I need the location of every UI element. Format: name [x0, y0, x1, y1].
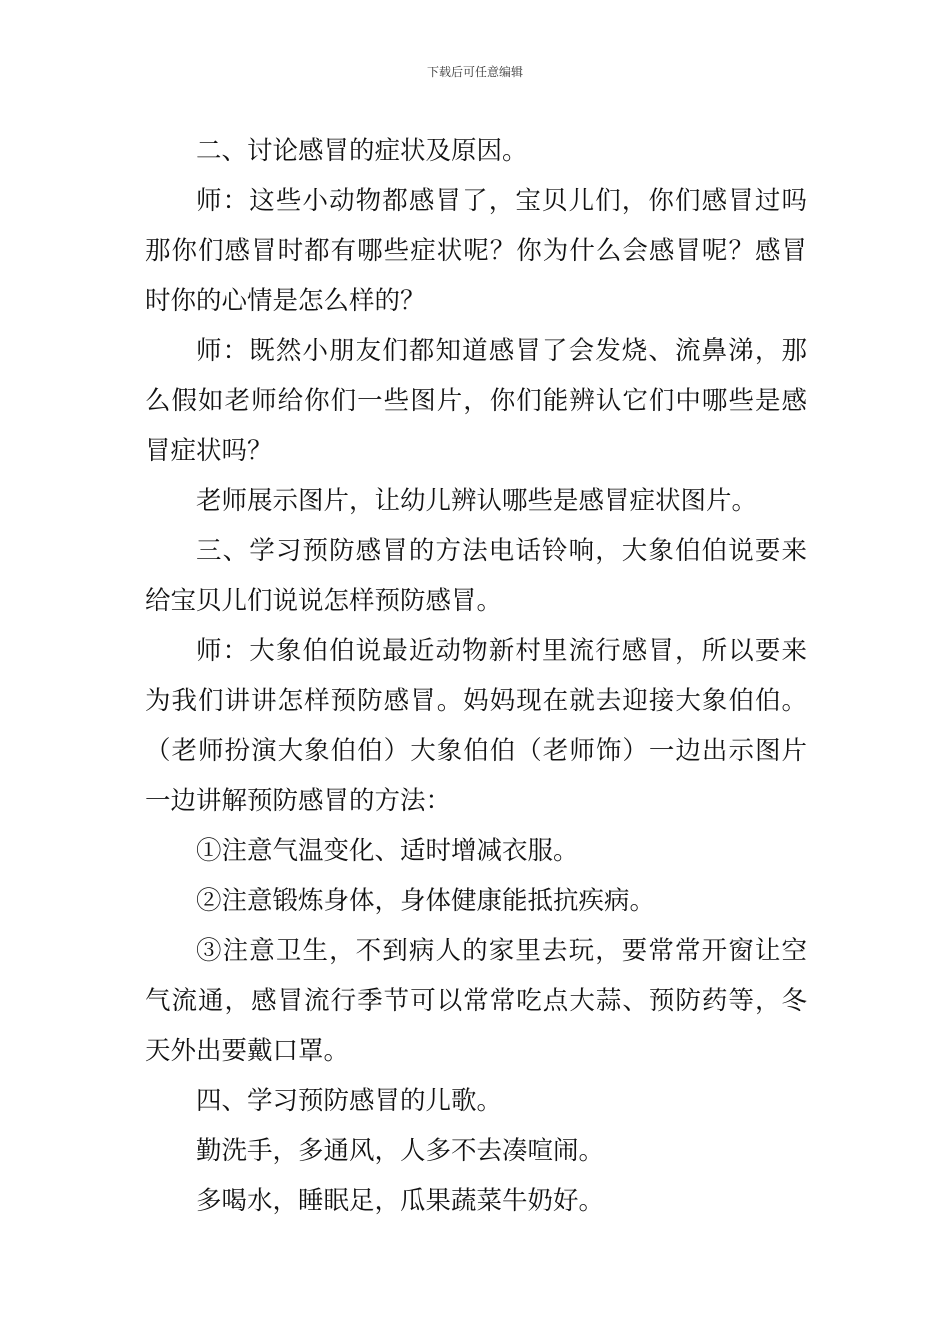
document-body: [145, 126, 807, 1226]
list-item-hygiene: ③注意卫生，不到病人的家里去玩，要常常开窗让空气流通，感冒流行季节可以常常吃点大蒜、预防药等，冬天外出要戴口罩。: [145, 936, 807, 1066]
section-heading-song: 四、学习预防感冒的儿歌。: [196, 1086, 503, 1116]
paragraph-elephant-uncle: 师：大象伯伯说最近动物新村里流行感冒，所以要来为我们讲讲怎样预防感冒。妈妈现在就去迎接大象伯伯。（老师扮演大象伯伯）大象伯伯（老师饰）一边出示图片一边讲解预防感冒的方法：: [145, 636, 807, 816]
section-heading-prevention: 三、学习预防感冒的方法电话铃响，大象伯伯说要来给宝贝儿们说说怎样预防感冒。: [145, 536, 807, 616]
song-line-2: 多喝水，睡眠足，瓜果蔬菜牛奶好。: [196, 1186, 605, 1216]
list-item-temperature: ①注意气温变化、适时增减衣服。: [196, 836, 579, 866]
list-item-exercise: ②注意锻炼身体，身体健康能抵抗疾病。: [196, 886, 656, 916]
page-header: 下载后可任意编辑: [426, 65, 523, 79]
paragraph-teacher-question: 师：这些小动物都感冒了，宝贝儿们，你们感冒过吗那你们感冒时都有哪些症状呢？你为什么会感冒呢？感冒时你的心情是怎么样的？: [145, 186, 807, 316]
song-line-1: 勤洗手，多通风，人多不去凑喧闹。: [196, 1136, 605, 1166]
section-heading-symptoms: 二、讨论感冒的症状及原因。: [196, 136, 528, 166]
paragraph-show-pictures: 老师展示图片，让幼儿辨认哪些是感冒症状图片。: [196, 486, 758, 516]
paragraph-teacher-pictures: 师：既然小朋友们都知道感冒了会发烧、流鼻涕，那么假如老师给你们一些图片，你们能辨认它们中哪些是感冒症状吗？: [145, 336, 807, 466]
